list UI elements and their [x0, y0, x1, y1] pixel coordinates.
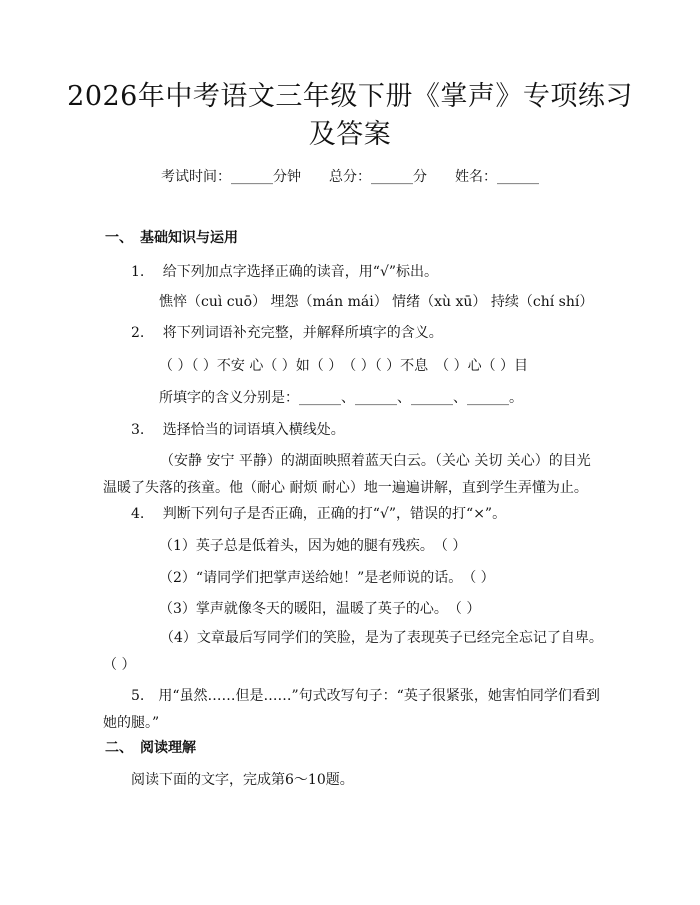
question-2-meaning: 所填字的含义分别是：______、______、______、______。	[159, 390, 523, 406]
reading-intro: 阅读下面的文字，完成第6～10题。	[131, 772, 354, 788]
page-title: 2026年中考语文三年级下册《掌声》专项练习及答案	[67, 81, 633, 150]
question-1-prompt: 1. 给下列加点字选择正确的读音，用“√”标出。	[131, 264, 439, 280]
exam-meta	[0, 166, 700, 186]
question-4-item-1: （1）英子总是低着头，因为她的腿有残疾。 （ ）	[159, 538, 467, 554]
name-field: 姓名：______	[455, 169, 539, 185]
question-4-item-3: （3）掌声就像冬天的暖阳，温暖了英子的心。 （ ）	[159, 601, 481, 617]
section-2-heading: 二、 阅读理解	[105, 740, 196, 756]
question-2-prompt: 2. 将下列词语补充完整，并解释所填字的含义。	[131, 325, 443, 341]
question-1-options: 憔悴（cuì cuō） 埋怨（mán mái） 情绪（xù xū） 持续（chí shí）	[159, 294, 594, 310]
section-1-heading: 一、 基础知识与运用	[105, 230, 238, 246]
question-5-text: 5. 用“虽然……但是……”句式改写句子：“英子很紧张，她害怕同学们看到她的腿。”	[103, 688, 600, 731]
question-4-prompt: 4. 判断下列句子是否正确，正确的打“√”，错误的打“×”。	[131, 506, 507, 522]
total-score-field: 总分：______分	[329, 169, 427, 185]
exam-time-field: 考试时间：______分钟	[161, 169, 301, 185]
question-4-item-4: （4）文章最后写同学们的笑脸，是为了表现英子已经完全忘记了自卑。（ ）	[103, 630, 603, 673]
question-3-text: （安静 安宁 平静）的湖面映照着蓝天白云。（关心 关切 关心）的目光温暖了失落的孩童。他（耐心 耐烦 耐心）地一遍遍讲解，直到学生弄懂为止。	[103, 453, 591, 496]
question-4-item-2: （2）“请同学们把掌声送给她！”是老师说的话。 （ ）	[159, 570, 495, 586]
question-3-prompt: 3. 选择恰当的词语填入横线处。	[131, 422, 345, 438]
question-2-words: （ ）（ ）不安 心（ ）如（ ） （ ）（ ）不息 （ ）心（ ）目	[159, 358, 529, 374]
